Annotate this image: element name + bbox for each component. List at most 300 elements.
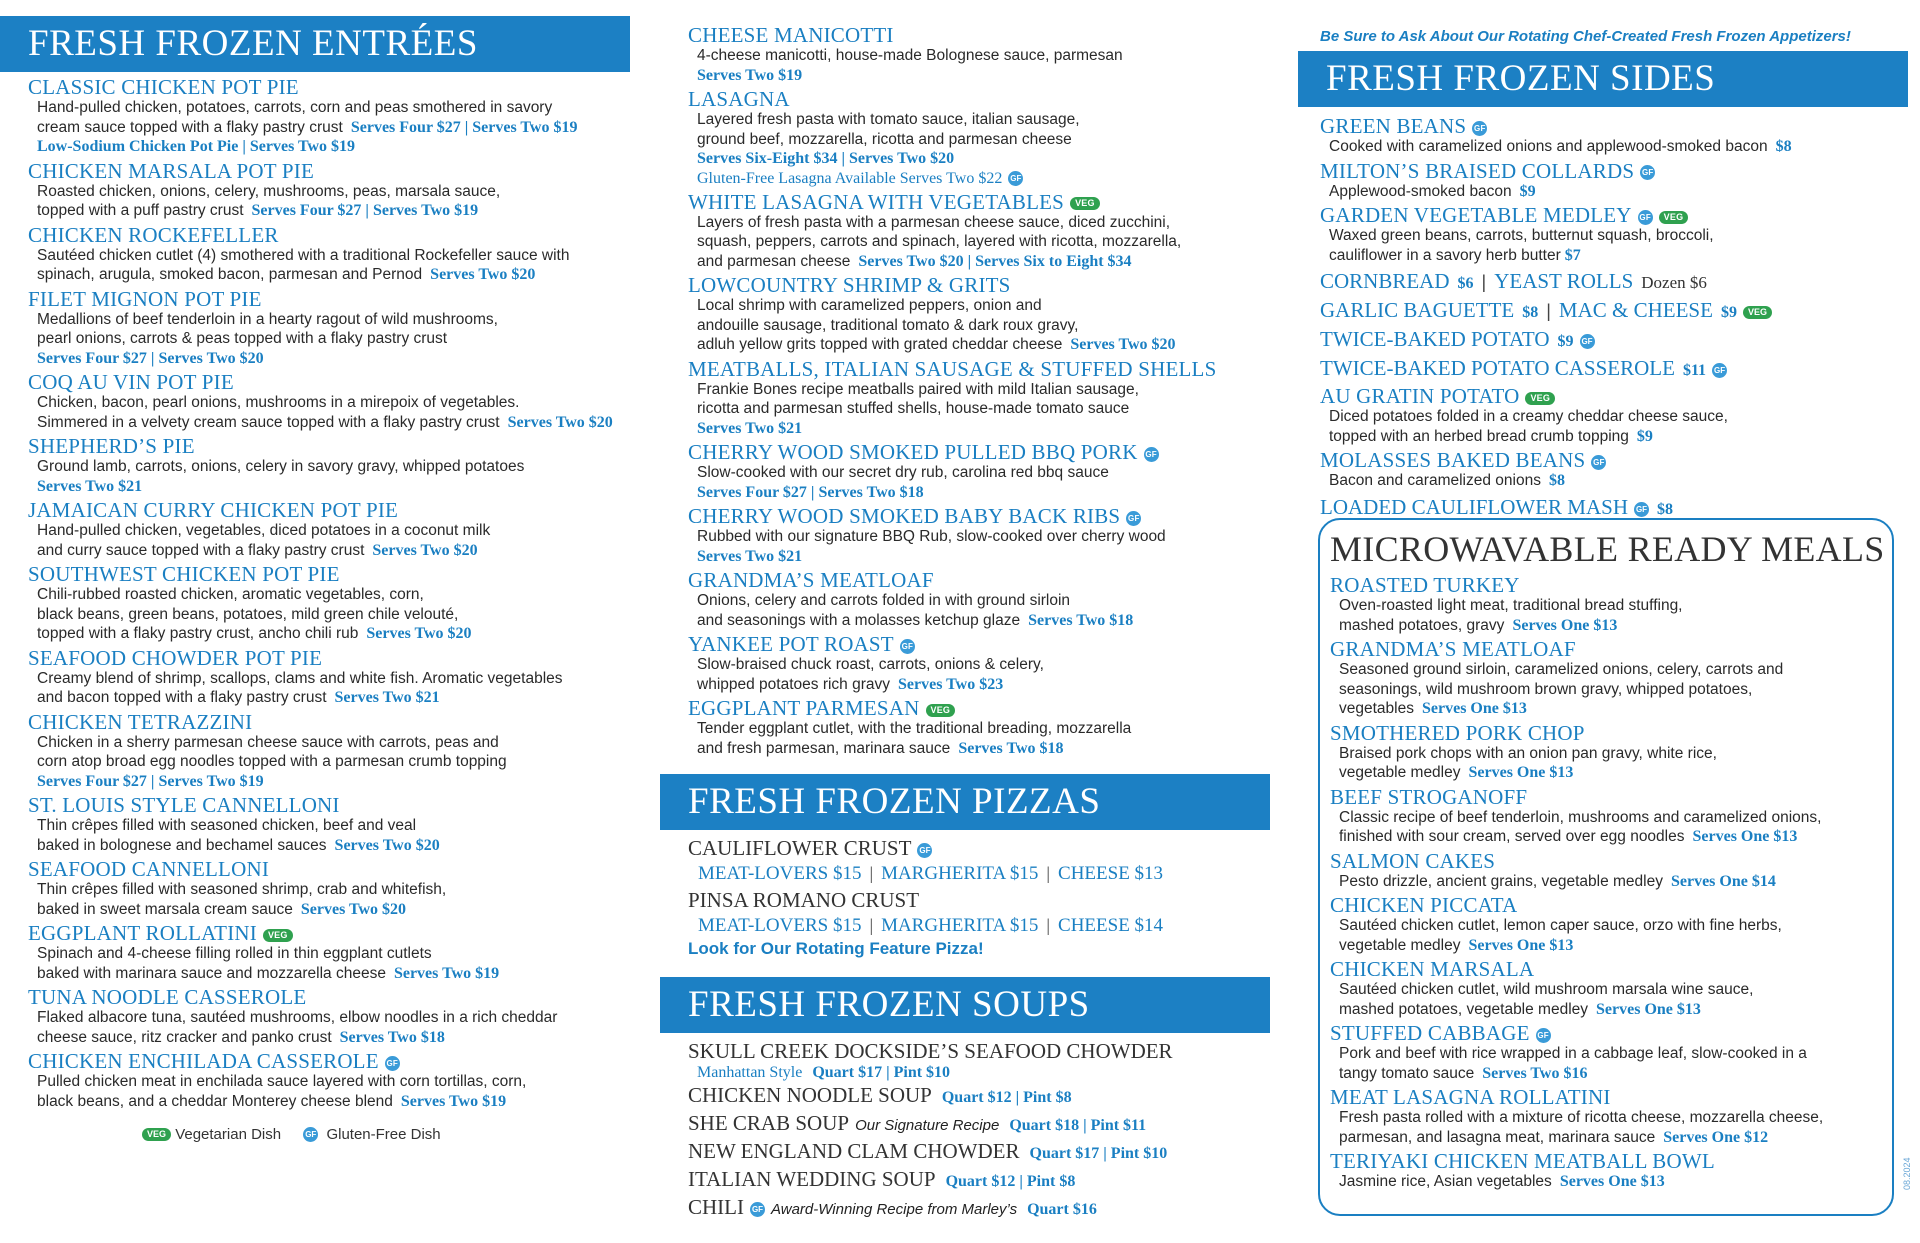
entrees-continued-list <box>660 24 1270 758</box>
item-serves: Serves Four $27 | Serves Two $18 <box>697 483 924 501</box>
soup-item <box>688 1111 1270 1138</box>
item-desc-text: squash, peppers, carrots and spinach, layered with ricotta, mozzarella, <box>697 233 1182 250</box>
item-serves: Serves One $13 <box>1559 1173 1665 1190</box>
side-twice-baked <box>1320 327 1920 352</box>
item-desc <box>1339 936 1892 956</box>
soup-item <box>688 1167 1270 1194</box>
side-medley <box>1320 204 1920 265</box>
side-name: TWICE-BAKED POTATO <box>1320 327 1550 351</box>
item-name-text: CHICKEN TETRAZZINI <box>28 709 253 734</box>
item-desc <box>37 816 650 836</box>
item-desc <box>37 752 650 772</box>
item-name-text: SALMON CAKES <box>1330 848 1496 873</box>
item-desc-text: Hand-pulled chicken, vegetables, diced potatoes in a coconut milk <box>37 522 491 539</box>
item-desc-text: Sautéed chicken cutlet, wild mushroom marsala wine sauce, <box>1339 981 1754 998</box>
item-serves: Serves One $13 <box>1692 828 1798 845</box>
menu-item <box>28 986 650 1047</box>
menu-item <box>28 794 650 855</box>
soup-price: Quart $12 | Pint $8 <box>941 1089 1072 1106</box>
item-desc <box>697 675 1270 695</box>
item-name <box>1330 1150 1892 1172</box>
item-serves-line <box>37 349 650 369</box>
crust2-name: PINSA ROMANO CRUST <box>688 888 920 912</box>
item-desc <box>1339 1000 1892 1020</box>
item-desc-text: Ground lamb, carrots, onions, celery in savory gravy, whipped potatoes <box>37 458 525 475</box>
item-serves: Serves Two $19 <box>400 1092 507 1110</box>
item-name <box>1330 1086 1892 1108</box>
menu-item <box>1330 574 1892 635</box>
item-name-text: CHERRY WOOD SMOKED PULLED BBQ PORK <box>688 440 1138 464</box>
item-desc-text: Pork and beef with rice wrapped in a cabbage leaf, slow-cooked in a <box>1339 1045 1807 1062</box>
item-desc-text: vegetables <box>1339 700 1414 717</box>
menu-item <box>1330 638 1892 719</box>
item-desc-text: baked in bolognese and bechamel sauces <box>37 836 327 854</box>
item-serves-line <box>37 772 650 792</box>
item-desc-text: Layered fresh pasta with tomato sauce, italian sausage, <box>697 111 1080 128</box>
side-name: TWICE-BAKED POTATO CASSEROLE <box>1320 356 1675 380</box>
gf-icon: GF <box>750 1202 765 1217</box>
item-name-text: SOUTHWEST CHICKEN POT PIE <box>28 562 340 586</box>
item-desc <box>697 399 1270 419</box>
item-serves: Serves Two $20 <box>1070 336 1176 353</box>
item-note <box>697 169 1270 188</box>
item-desc-text: Sautéed chicken cutlet, lemon caper sauce, orzo with fine herbs, <box>1339 917 1782 934</box>
feature-pizza-note: Look for Our Rotating Feature Pizza! <box>688 939 984 958</box>
gf-icon: GF <box>1640 165 1655 180</box>
item-desc <box>1339 660 1892 680</box>
pizza-opt: MEAT-LOVERS $15 <box>698 863 862 884</box>
veg-icon: VEG <box>1659 211 1689 224</box>
item-serves: Serves One $13 <box>1421 700 1527 717</box>
menu-item <box>688 633 1270 694</box>
item-name-text: CHICKEN MARSALA POT PIE <box>28 158 314 183</box>
side-name: GARDEN VEGETABLE MEDLEY <box>1320 203 1632 227</box>
item-name <box>1330 638 1892 660</box>
item-name <box>688 633 1270 655</box>
item-serves: Serves Four $27 | Serves Two $20 <box>37 349 264 367</box>
item-name-text: JAMAICAN CURRY CHICKEN POT PIE <box>28 498 399 522</box>
item-name <box>688 569 1270 591</box>
item-name <box>28 76 650 98</box>
soup-price: Quart $16 <box>1027 1201 1097 1218</box>
item-desc <box>1339 680 1892 700</box>
item-name-text: MEATBALLS, ITALIAN SAUSAGE & STUFFED SHELLS <box>688 356 1217 381</box>
item-desc-text: adluh yellow grits topped with grated cheddar cheese <box>697 336 1063 353</box>
item-desc-text: Oven-roasted light meat, traditional bread stuffing, <box>1339 597 1683 614</box>
gf-icon: GF <box>1008 171 1023 186</box>
item-serves: Serves Two $23 <box>898 675 1004 693</box>
side-desc: topped with an herbed bread crumb topping <box>1329 427 1629 445</box>
item-desc-text: Simmered in a velvety cream sauce topped with a flaky pastry crust <box>37 413 500 431</box>
menu-item <box>688 358 1270 439</box>
item-desc-text: Chili-rubbed roasted chicken, aromatic vegetables, corn, <box>37 586 424 603</box>
item-desc <box>1339 763 1892 783</box>
side-name: YEAST ROLLS <box>1494 269 1634 293</box>
side-desc: Applewood-smoked bacon <box>1329 182 1512 200</box>
veg-icon: VEG <box>1525 392 1555 405</box>
entrees-column <box>0 0 650 1143</box>
item-desc-text: Thin crêpes filled with seasoned chicken, beef and veal <box>37 817 417 834</box>
item-name-text: TUNA NOODLE CASSEROLE <box>28 985 307 1009</box>
item-serves: Serves Two $21 <box>334 689 440 706</box>
gf-legend-icon: GF <box>303 1127 318 1142</box>
item-serves-line <box>697 66 1270 86</box>
item-desc-text: and fresh parmesan, marinara sauce <box>697 739 951 757</box>
item-name-text: CHEESE MANICOTTI <box>688 23 894 47</box>
item-desc-text: Seasoned ground sirloin, caramelized onions, celery, carrots and <box>1339 661 1784 678</box>
side-price: $8 <box>1657 500 1673 518</box>
item-desc <box>37 457 650 477</box>
item-desc <box>37 944 650 964</box>
soups-list <box>660 1039 1270 1222</box>
item-name <box>688 191 1270 213</box>
item-name <box>688 274 1270 296</box>
item-serves: Serves One $12 <box>1663 1128 1769 1146</box>
item-desc <box>37 118 650 138</box>
side-au-gratin <box>1320 385 1920 446</box>
side-price: $7 <box>1564 246 1581 264</box>
item-desc-text: Onions, celery and carrots folded in with ground sirloin <box>697 592 1071 609</box>
menu-item <box>1330 1086 1892 1147</box>
item-name-text: CLASSIC CHICKEN POT PIE <box>28 75 299 99</box>
item-desc-text: Slow-cooked with our secret dry rub, carolina red bbq sauce <box>697 464 1109 481</box>
crust1-options: MEAT-LOVERS $15 | MARGHERITA $15 | CHEESE $13 <box>698 863 1164 884</box>
soup-line <box>688 1111 1270 1138</box>
side-name: MAC & CHEESE <box>1558 298 1713 322</box>
gf-icon: GF <box>917 843 932 858</box>
side-baguette-mac: GARLIC BAGUETTE $8 | MAC & CHEESE $9 VEG <box>1320 298 1920 323</box>
item-serves: Serves Four $27 | Serves Two $19 <box>350 118 578 136</box>
item-serves: Serves Two $21 <box>37 477 143 495</box>
item-serves: Serves One $13 <box>1468 936 1574 954</box>
item-name-text: LASAGNA <box>688 87 790 111</box>
item-name <box>28 986 650 1008</box>
item-name-text: LOWCOUNTRY SHRIMP & GRITS <box>688 273 1011 297</box>
item-name <box>1330 574 1892 596</box>
item-desc <box>697 611 1270 631</box>
item-desc-text: Jasmine rice, Asian vegetables <box>1339 1173 1552 1190</box>
item-desc-text: spinach, arugula, smoked bacon, parmesan and Pernod <box>37 266 423 283</box>
item-serves: Serves Two $18 <box>339 1028 445 1046</box>
item-desc-text: Thin crêpes filled with seasoned shrimp, crab and whitefish, <box>37 881 447 898</box>
item-extra <box>37 137 650 157</box>
item-name-text: GRANDMA’S MEATLOAF <box>1330 637 1576 661</box>
item-desc-text: Creamy blend of shrimp, scallops, clams and white fish. Aromatic vegetables <box>37 669 563 687</box>
item-serves: Serves Two $20 | Serves Six to Eight $34 <box>858 252 1132 270</box>
item-desc-text: 4-cheese manicotti, house-made Bolognese sauce, parmesan <box>697 47 1123 64</box>
gf-icon: GF <box>1536 1028 1551 1043</box>
item-desc <box>37 585 650 605</box>
item-desc <box>1339 872 1892 892</box>
item-desc <box>37 1072 650 1092</box>
item-name <box>28 711 650 733</box>
item-desc-text: Chicken, bacon, pearl onions, mushrooms in a mirepoix of vegetables. <box>37 394 520 411</box>
item-desc <box>1339 744 1892 764</box>
item-desc <box>1339 808 1892 828</box>
menu-item <box>1330 786 1892 847</box>
item-desc <box>37 605 650 625</box>
item-desc <box>37 413 650 433</box>
menu-item <box>28 76 650 157</box>
item-desc <box>1339 1064 1892 1084</box>
menu-item <box>688 441 1270 502</box>
item-desc <box>37 880 650 900</box>
item-desc <box>37 329 650 349</box>
item-desc <box>37 1008 650 1028</box>
item-desc <box>1339 980 1892 1000</box>
item-desc-text: Flaked albacore tuna, sautéed mushrooms, elbow noodles in a rich cheddar <box>37 1009 558 1026</box>
item-name <box>1330 894 1892 916</box>
item-name <box>28 794 650 816</box>
item-name <box>1330 786 1892 808</box>
item-desc <box>1339 1108 1892 1128</box>
item-desc <box>1339 827 1892 847</box>
menu-item <box>28 499 650 560</box>
soup-sub <box>697 1063 1270 1082</box>
side-name: MILTON’S BRAISED COLLARDS <box>1320 158 1635 183</box>
ready-meals-title: MICROWAVABLE READY MEALS <box>1330 529 1885 569</box>
item-name-text: SHEPHERD’S PIE <box>28 434 195 458</box>
menu-item <box>688 191 1270 272</box>
veg-legend-label: Vegetarian Dish <box>175 1125 282 1143</box>
item-serves: Serves Two $21 <box>697 547 803 565</box>
item-desc <box>37 201 650 221</box>
sides-column <box>1290 0 1920 523</box>
menu-item <box>688 697 1270 758</box>
side-name: CORNBREAD <box>1320 269 1450 293</box>
soup-line <box>688 1195 1270 1222</box>
item-name-text: EGGPLANT ROLLATINI <box>28 921 257 945</box>
item-serves-line <box>37 477 650 497</box>
side-green-beans <box>1320 115 1920 157</box>
item-desc <box>697 213 1270 233</box>
item-desc-text: Frankie Bones recipe meatballs paired with mild Italian sausage, <box>697 380 1139 398</box>
item-desc <box>697 655 1270 675</box>
menu-item <box>28 858 650 919</box>
item-desc <box>1339 1128 1892 1148</box>
item-serves: Serves Two $20 <box>430 266 536 283</box>
item-desc <box>697 335 1270 355</box>
item-desc-text: vegetable medley <box>1339 936 1461 954</box>
item-serves: Serves Two $20 <box>507 413 613 431</box>
item-desc-text: Classic recipe of beef tenderloin, mushrooms and caramelized onions, <box>1339 808 1822 826</box>
soup-name: CHICKEN NOODLE SOUP <box>688 1083 932 1107</box>
item-serves: Serves One $13 <box>1468 764 1574 781</box>
gf-icon: GF <box>1591 455 1606 470</box>
side-desc: Bacon and caramelized onions <box>1329 472 1541 489</box>
pizza-opt: MARGHERITA $15 <box>881 915 1039 936</box>
soup-item <box>688 1039 1270 1082</box>
soup-price: Quart $18 | Pint $11 <box>1009 1117 1147 1134</box>
dietary-legend <box>136 1125 650 1143</box>
item-desc <box>37 98 650 118</box>
side-desc: cauliflower in a savory herb butter <box>1329 246 1561 264</box>
pizza-pinsa <box>688 888 1270 961</box>
menu-item <box>28 647 650 708</box>
item-desc-text: seasonings, wild mushroom brown gravy, whipped potatoes, <box>1339 680 1753 698</box>
item-desc-text: topped with a puff pastry crust <box>37 202 244 219</box>
menu-item <box>1330 958 1892 1019</box>
item-desc-text: whipped potatoes rich gravy <box>697 675 891 693</box>
item-serves-line <box>697 419 1270 439</box>
item-desc <box>37 1092 650 1112</box>
menu-item <box>1330 894 1892 955</box>
entrees-list <box>0 76 650 1111</box>
ready-meals-box <box>1318 518 1894 1216</box>
menu-item <box>28 288 650 369</box>
item-desc-text: baked in sweet marsala cream sauce <box>37 900 293 918</box>
item-desc <box>1339 1172 1892 1192</box>
item-desc-text: black beans, green beans, potatoes, mild green chile velouté, <box>37 605 459 623</box>
item-desc <box>697 380 1270 400</box>
item-desc <box>1339 616 1892 636</box>
side-price: $9 <box>1720 304 1737 321</box>
item-desc-text: Local shrimp with caramelized peppers, onion and <box>697 297 1042 314</box>
menu-item <box>28 922 650 983</box>
gf-icon: GF <box>1634 502 1649 517</box>
appetizers-note: Be Sure to Ask About Our Rotating Chef-Created Fresh Frozen Appetizers! <box>1320 28 1851 45</box>
item-serves: Serves Two $18 <box>1028 611 1134 629</box>
item-desc-text: Medallions of beef tenderloin in a hearty ragout of wild mushrooms, <box>37 310 498 328</box>
gf-legend-label: Gluten-Free Dish <box>326 1125 441 1143</box>
side-price: $9 <box>1519 182 1536 200</box>
item-desc <box>37 310 650 330</box>
item-name-text: CHICKEN MARSALA <box>1330 957 1535 981</box>
item-desc <box>697 46 1270 66</box>
soup-item <box>688 1195 1270 1222</box>
item-serves: Serves One $14 <box>1670 872 1776 890</box>
item-name-text: STUFFED CABBAGE <box>1330 1021 1530 1045</box>
item-desc <box>697 110 1270 130</box>
item-name <box>1330 722 1892 744</box>
side-desc: Cooked with caramelized onions and applewood-smoked bacon <box>1329 138 1768 155</box>
side-price: $6 <box>1457 275 1474 292</box>
soups-banner: FRESH FROZEN SOUPS <box>660 977 1270 1033</box>
pizza-opt: CHEESE $13 <box>1058 863 1164 884</box>
item-desc <box>37 688 650 708</box>
item-desc-text: Chicken in a sherry parmesan cheese sauce with carrots, peas and <box>37 733 499 751</box>
item-name-text: SMOTHERED PORK CHOP <box>1330 720 1585 745</box>
item-desc <box>697 591 1270 611</box>
item-desc <box>37 1028 650 1048</box>
item-desc-text: Hand-pulled chicken, potatoes, carrots, corn and peas smothered in savory <box>37 99 553 116</box>
soup-line <box>688 1083 1270 1110</box>
item-desc <box>37 182 650 202</box>
item-serves-line <box>697 483 1270 503</box>
item-desc-text: Roasted chicken, onions, celery, mushrooms, peas, marsala sauce, <box>37 182 501 200</box>
item-name <box>28 371 650 393</box>
gf-icon: GF <box>900 639 915 654</box>
menu-item <box>1330 850 1892 892</box>
soup-line <box>688 1039 1270 1063</box>
item-name-text: WHITE LASAGNA WITH VEGETABLES <box>688 189 1065 214</box>
soup-name: SKULL CREEK DOCKSIDE’S SEAFOOD CHOWDER <box>688 1039 1173 1063</box>
item-serves: Serves Two $19 <box>697 66 803 84</box>
item-serves: Serves One $13 <box>1596 1000 1701 1018</box>
item-desc-text: Tender eggplant cutlet, with the traditional breading, mozzarella <box>697 720 1132 737</box>
item-name <box>28 288 650 310</box>
item-desc-text: vegetable medley <box>1339 764 1461 781</box>
side-desc: Waxed green beans, carrots, butternut squash, broccoli, <box>1329 227 1714 244</box>
menu-item <box>28 563 650 644</box>
item-name-text: BEEF STROGANOFF <box>1330 784 1528 809</box>
side-name: LOADED CAULIFLOWER MASH <box>1320 494 1628 519</box>
item-serves: Serves Two $21 <box>697 419 803 437</box>
item-desc-text: Layers of fresh pasta with a parmesan cheese sauce, diced zucchini, <box>697 213 1171 231</box>
item-desc <box>697 252 1270 272</box>
menu-item <box>28 1050 650 1111</box>
item-name <box>688 697 1270 719</box>
item-desc <box>697 739 1270 759</box>
item-desc-text: black beans, and a cheddar Monterey cheese blend <box>37 1092 393 1110</box>
item-name <box>28 499 650 521</box>
veg-icon: VEG <box>1070 197 1100 210</box>
item-desc-text: baked with marinara sauce and mozzarella cheese <box>37 964 386 982</box>
item-desc <box>37 393 650 413</box>
item-desc-text: tangy tomato sauce <box>1339 1064 1475 1082</box>
soup-item <box>688 1083 1270 1110</box>
item-desc-text: Braised pork chops with an onion pan gravy, white rice, <box>1339 744 1717 762</box>
item-serves-line <box>697 547 1270 567</box>
side-name: AU GRATIN POTATO <box>1320 384 1520 408</box>
item-serves: Serves Two $19 <box>393 964 500 982</box>
item-serves: Serves Two $18 <box>958 739 1064 757</box>
date-code: 08.2024 <box>1902 1157 1912 1190</box>
veg-icon: VEG <box>263 929 293 942</box>
side-twice-casserole <box>1320 356 1920 381</box>
veg-icon: VEG <box>926 704 956 717</box>
menu-item <box>688 24 1270 85</box>
item-name-text: TERIYAKI CHICKEN MEATBALL BOWL <box>1330 1149 1715 1173</box>
soup-item <box>688 1139 1270 1166</box>
item-desc <box>1339 699 1892 719</box>
item-name <box>688 505 1270 527</box>
item-name <box>28 160 650 182</box>
item-serves: Serves One $13 <box>1512 616 1618 634</box>
crust1-name: CAULIFLOWER CRUST <box>688 836 912 860</box>
item-name-text: GRANDMA’S MEATLOAF <box>688 568 934 592</box>
item-desc-text: ground beef, mozzarella, ricotta and parmesan cheese <box>697 130 1072 148</box>
item-desc <box>37 521 650 541</box>
menu-item <box>28 224 650 285</box>
side-cornbread-rolls: CORNBREAD $6 | YEAST ROLLS Dozen $6 <box>1320 269 1707 293</box>
item-name-text: CHICKEN ENCHILADA CASSEROLE <box>28 1049 379 1073</box>
soup-tagline: Award-Winning Recipe from Marley’s <box>771 1201 1018 1218</box>
item-desc-text: Rubbed with our signature BBQ Rub, slow-cooked over cherry wood <box>697 528 1166 545</box>
menu-item <box>688 569 1270 630</box>
item-desc-text: cream sauce topped with a flaky pastry crust <box>37 118 343 136</box>
item-name-text: COQ AU VIN POT PIE <box>28 370 234 394</box>
item-serves: Serves Four $27 | Serves Two $19 <box>37 772 264 790</box>
item-desc <box>37 964 650 984</box>
item-desc-text: and seasonings with a molasses ketchup glaze <box>697 611 1021 629</box>
item-desc-text: corn atop broad egg noodles topped with a parmesan crumb topping <box>37 753 507 770</box>
item-name-text: ROASTED TURKEY <box>1330 573 1520 597</box>
item-desc <box>697 719 1270 739</box>
gf-icon: GF <box>1580 334 1595 349</box>
item-desc <box>697 130 1270 150</box>
item-desc-text: ricotta and parmesan stuffed shells, house-made tomato sauce <box>697 400 1130 417</box>
item-name-text: SEAFOOD CHOWDER POT PIE <box>28 645 323 670</box>
item-name-text: ST. LOUIS STYLE CANNELLONI <box>28 793 340 817</box>
item-name-text: CHERRY WOOD SMOKED BABY BACK RIBS <box>688 504 1121 528</box>
item-desc-text: and parmesan cheese <box>697 252 851 270</box>
item-desc <box>37 624 650 644</box>
soup-style: Manhattan Style <box>697 1064 803 1081</box>
item-name <box>28 563 650 585</box>
ready-meals-list <box>1320 574 1892 1192</box>
veg-legend-icon: VEG <box>142 1128 171 1141</box>
